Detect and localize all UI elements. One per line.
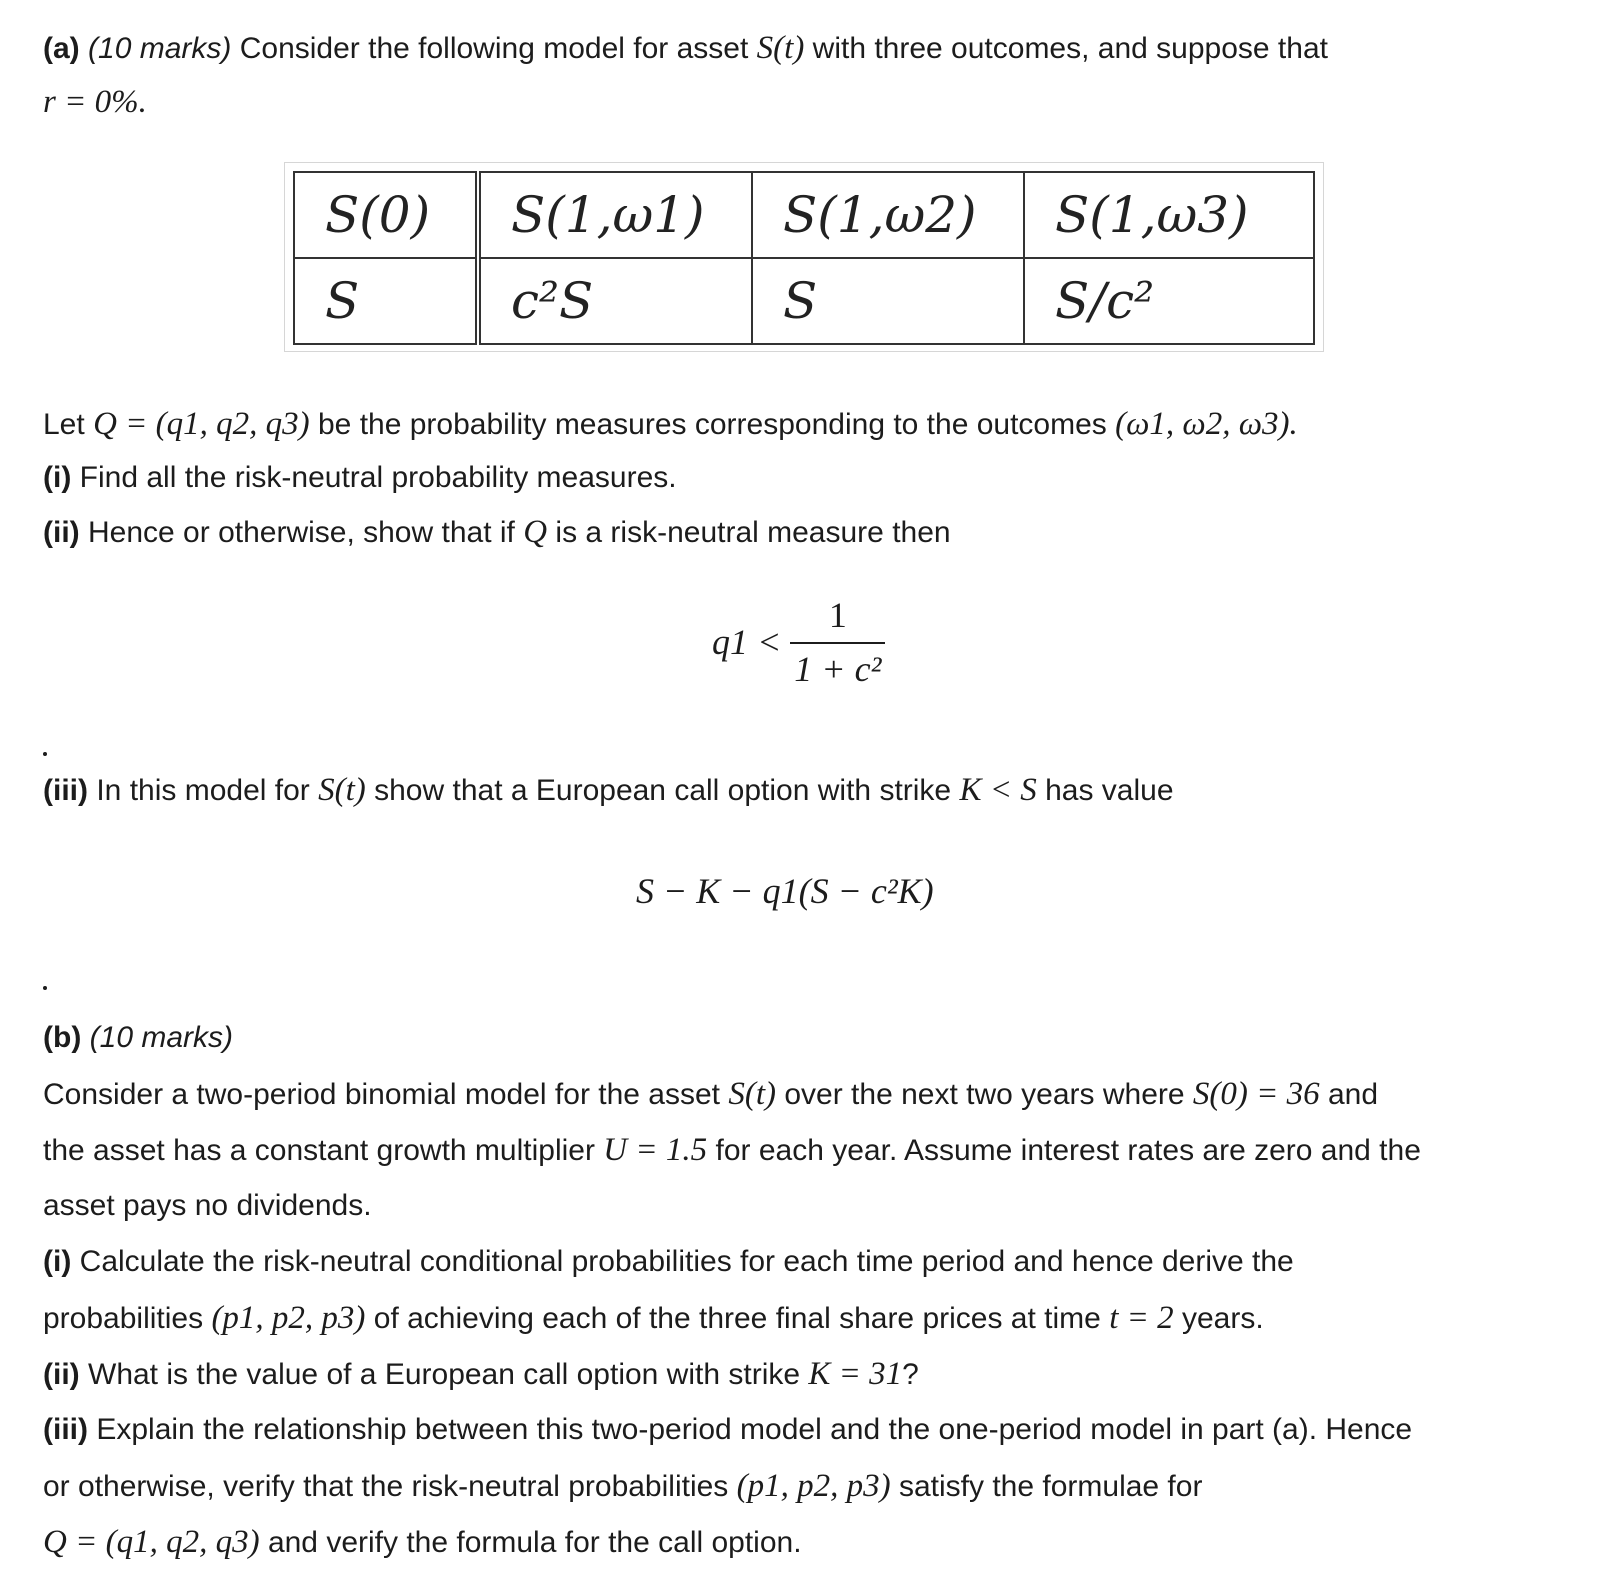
question-b-i-line-2 bbox=[43, 1298, 1264, 1339]
question-a-iii-label: (iii) bbox=[43, 774, 88, 807]
table-value-cell: S bbox=[752, 258, 1024, 344]
part-b-heading bbox=[43, 1018, 233, 1058]
question-b-iii-text: satisfy the formulae for bbox=[898, 1470, 1203, 1503]
question-a-ii-tail: is a risk-neutral measure then bbox=[555, 516, 951, 549]
question-b-i-text: of achieving each of the three final share prices at time bbox=[373, 1302, 1101, 1335]
part-a-label: (a) bbox=[43, 32, 80, 65]
table-header-row bbox=[294, 172, 1314, 258]
question-b-i-line-1 bbox=[43, 1242, 1294, 1282]
asset-symbol: S(t) bbox=[756, 30, 805, 66]
q-definition: Q = (q1, q2, q3) bbox=[43, 1524, 260, 1560]
part-b-label: (b) bbox=[43, 1021, 82, 1054]
question-a-iii-text: In this model for bbox=[96, 774, 310, 807]
fraction-numerator: 1 bbox=[790, 594, 885, 644]
question-a-iii-tail: has value bbox=[1045, 774, 1174, 807]
time-value: t = 2 bbox=[1109, 1300, 1174, 1336]
part-b-line-2 bbox=[43, 1130, 1421, 1171]
growth-multiplier: U = 1.5 bbox=[603, 1132, 708, 1168]
period-dot bbox=[43, 986, 47, 990]
let-mid: be the probability measures corresponding to the outcomes bbox=[318, 408, 1107, 441]
inequality-fraction bbox=[790, 594, 885, 690]
call-value-formula: S − K − q1(S − c²K) bbox=[636, 871, 934, 911]
question-mark: ? bbox=[902, 1358, 919, 1391]
part-b-text: the asset has a constant growth multiplier bbox=[43, 1134, 595, 1167]
question-a-ii bbox=[43, 512, 951, 553]
question-b-i-text: Calculate the risk-neutral conditional probabilities for each time period and hence derive the bbox=[79, 1245, 1294, 1278]
question-a-i-label: (i) bbox=[43, 461, 72, 494]
part-b-text: and bbox=[1328, 1078, 1379, 1111]
question-a-i-text: Find all the risk-neutral probability measures. bbox=[79, 461, 677, 494]
inequality bbox=[712, 594, 885, 690]
q-definition: Q = (q1, q2, q3) bbox=[93, 406, 310, 442]
question-b-ii-text: What is the value of a European call option with strike bbox=[88, 1358, 801, 1391]
inequality-lhs: q1 < bbox=[712, 622, 782, 662]
initial-price: S(0) = 36 bbox=[1192, 1076, 1320, 1112]
part-b-line-1 bbox=[43, 1074, 1378, 1115]
question-b-ii bbox=[43, 1354, 919, 1395]
part-a-intro bbox=[43, 28, 1328, 69]
strike-value: K = 31 bbox=[808, 1356, 903, 1392]
fraction-denominator: 1 + c² bbox=[794, 649, 882, 689]
part-b-line-3: asset pays no dividends. bbox=[43, 1189, 372, 1222]
payoff-table bbox=[293, 171, 1315, 345]
question-b-iii-line-1 bbox=[43, 1410, 1412, 1450]
probability-vector: (p1, p2, p3) bbox=[736, 1468, 891, 1504]
question-b-iii-label: (iii) bbox=[43, 1413, 88, 1446]
question-b-i-text: years. bbox=[1181, 1302, 1264, 1335]
asset-symbol: S(t) bbox=[728, 1076, 777, 1112]
question-a-ii-label: (ii) bbox=[43, 516, 80, 549]
question-a-ii-text: Hence or otherwise, show that if bbox=[88, 516, 515, 549]
table-value-cell: c²S bbox=[478, 258, 752, 344]
table-header-cell: S(1,ω1) bbox=[478, 172, 752, 258]
question-b-iii-text: Explain the relationship between this two-period model and the one-period model in part (a). Hence bbox=[96, 1413, 1413, 1446]
part-a-marks: (10 marks) bbox=[88, 32, 232, 65]
question-b-i-label: (i) bbox=[43, 1245, 72, 1278]
period-dot bbox=[43, 752, 47, 756]
table-value-row bbox=[294, 258, 1314, 344]
table-value-cell: S/c² bbox=[1024, 258, 1314, 344]
question-b-i-text: probabilities bbox=[43, 1302, 204, 1335]
let-line bbox=[43, 404, 1298, 445]
part-a-intro-text: Consider the following model for asset bbox=[239, 32, 749, 65]
question-b-iii-text: and verify the formula for the call option. bbox=[267, 1526, 802, 1559]
question-a-iii bbox=[43, 770, 1174, 811]
outcomes: (ω1, ω2, ω3). bbox=[1115, 406, 1298, 442]
table-value-cell: S bbox=[294, 258, 478, 344]
interest-rate: r = 0%. bbox=[43, 84, 147, 120]
probability-vector: (p1, p2, p3) bbox=[211, 1300, 366, 1336]
strike-condition: K < S bbox=[959, 772, 1037, 808]
question-a-i bbox=[43, 458, 677, 498]
question-b-ii-label: (ii) bbox=[43, 1358, 80, 1391]
question-a-iii-mid: show that a European call option with strike bbox=[374, 774, 952, 807]
part-b-text: over the next two years where bbox=[784, 1078, 1185, 1111]
question-b-iii-text: or otherwise, verify that the risk-neutral probabilities bbox=[43, 1470, 729, 1503]
asset-symbol: S(t) bbox=[318, 772, 366, 808]
let-lead: Let bbox=[43, 408, 85, 441]
question-b-iii-line-2 bbox=[43, 1466, 1202, 1507]
part-a-intro-tail: with three outcomes, and suppose that bbox=[812, 32, 1328, 65]
q-symbol: Q bbox=[523, 514, 548, 550]
part-b-text: Consider a two-period binomial model for the asset bbox=[43, 1078, 721, 1111]
table-header-cell: S(1,ω3) bbox=[1024, 172, 1314, 258]
part-b-marks: (10 marks) bbox=[89, 1021, 234, 1054]
part-b-text: for each year. Assume interest rates are zero and the bbox=[715, 1134, 1421, 1167]
question-b-iii-line-3 bbox=[43, 1522, 802, 1563]
table-header-cell: S(1,ω2) bbox=[752, 172, 1024, 258]
table-header-cell: S(0) bbox=[294, 172, 478, 258]
